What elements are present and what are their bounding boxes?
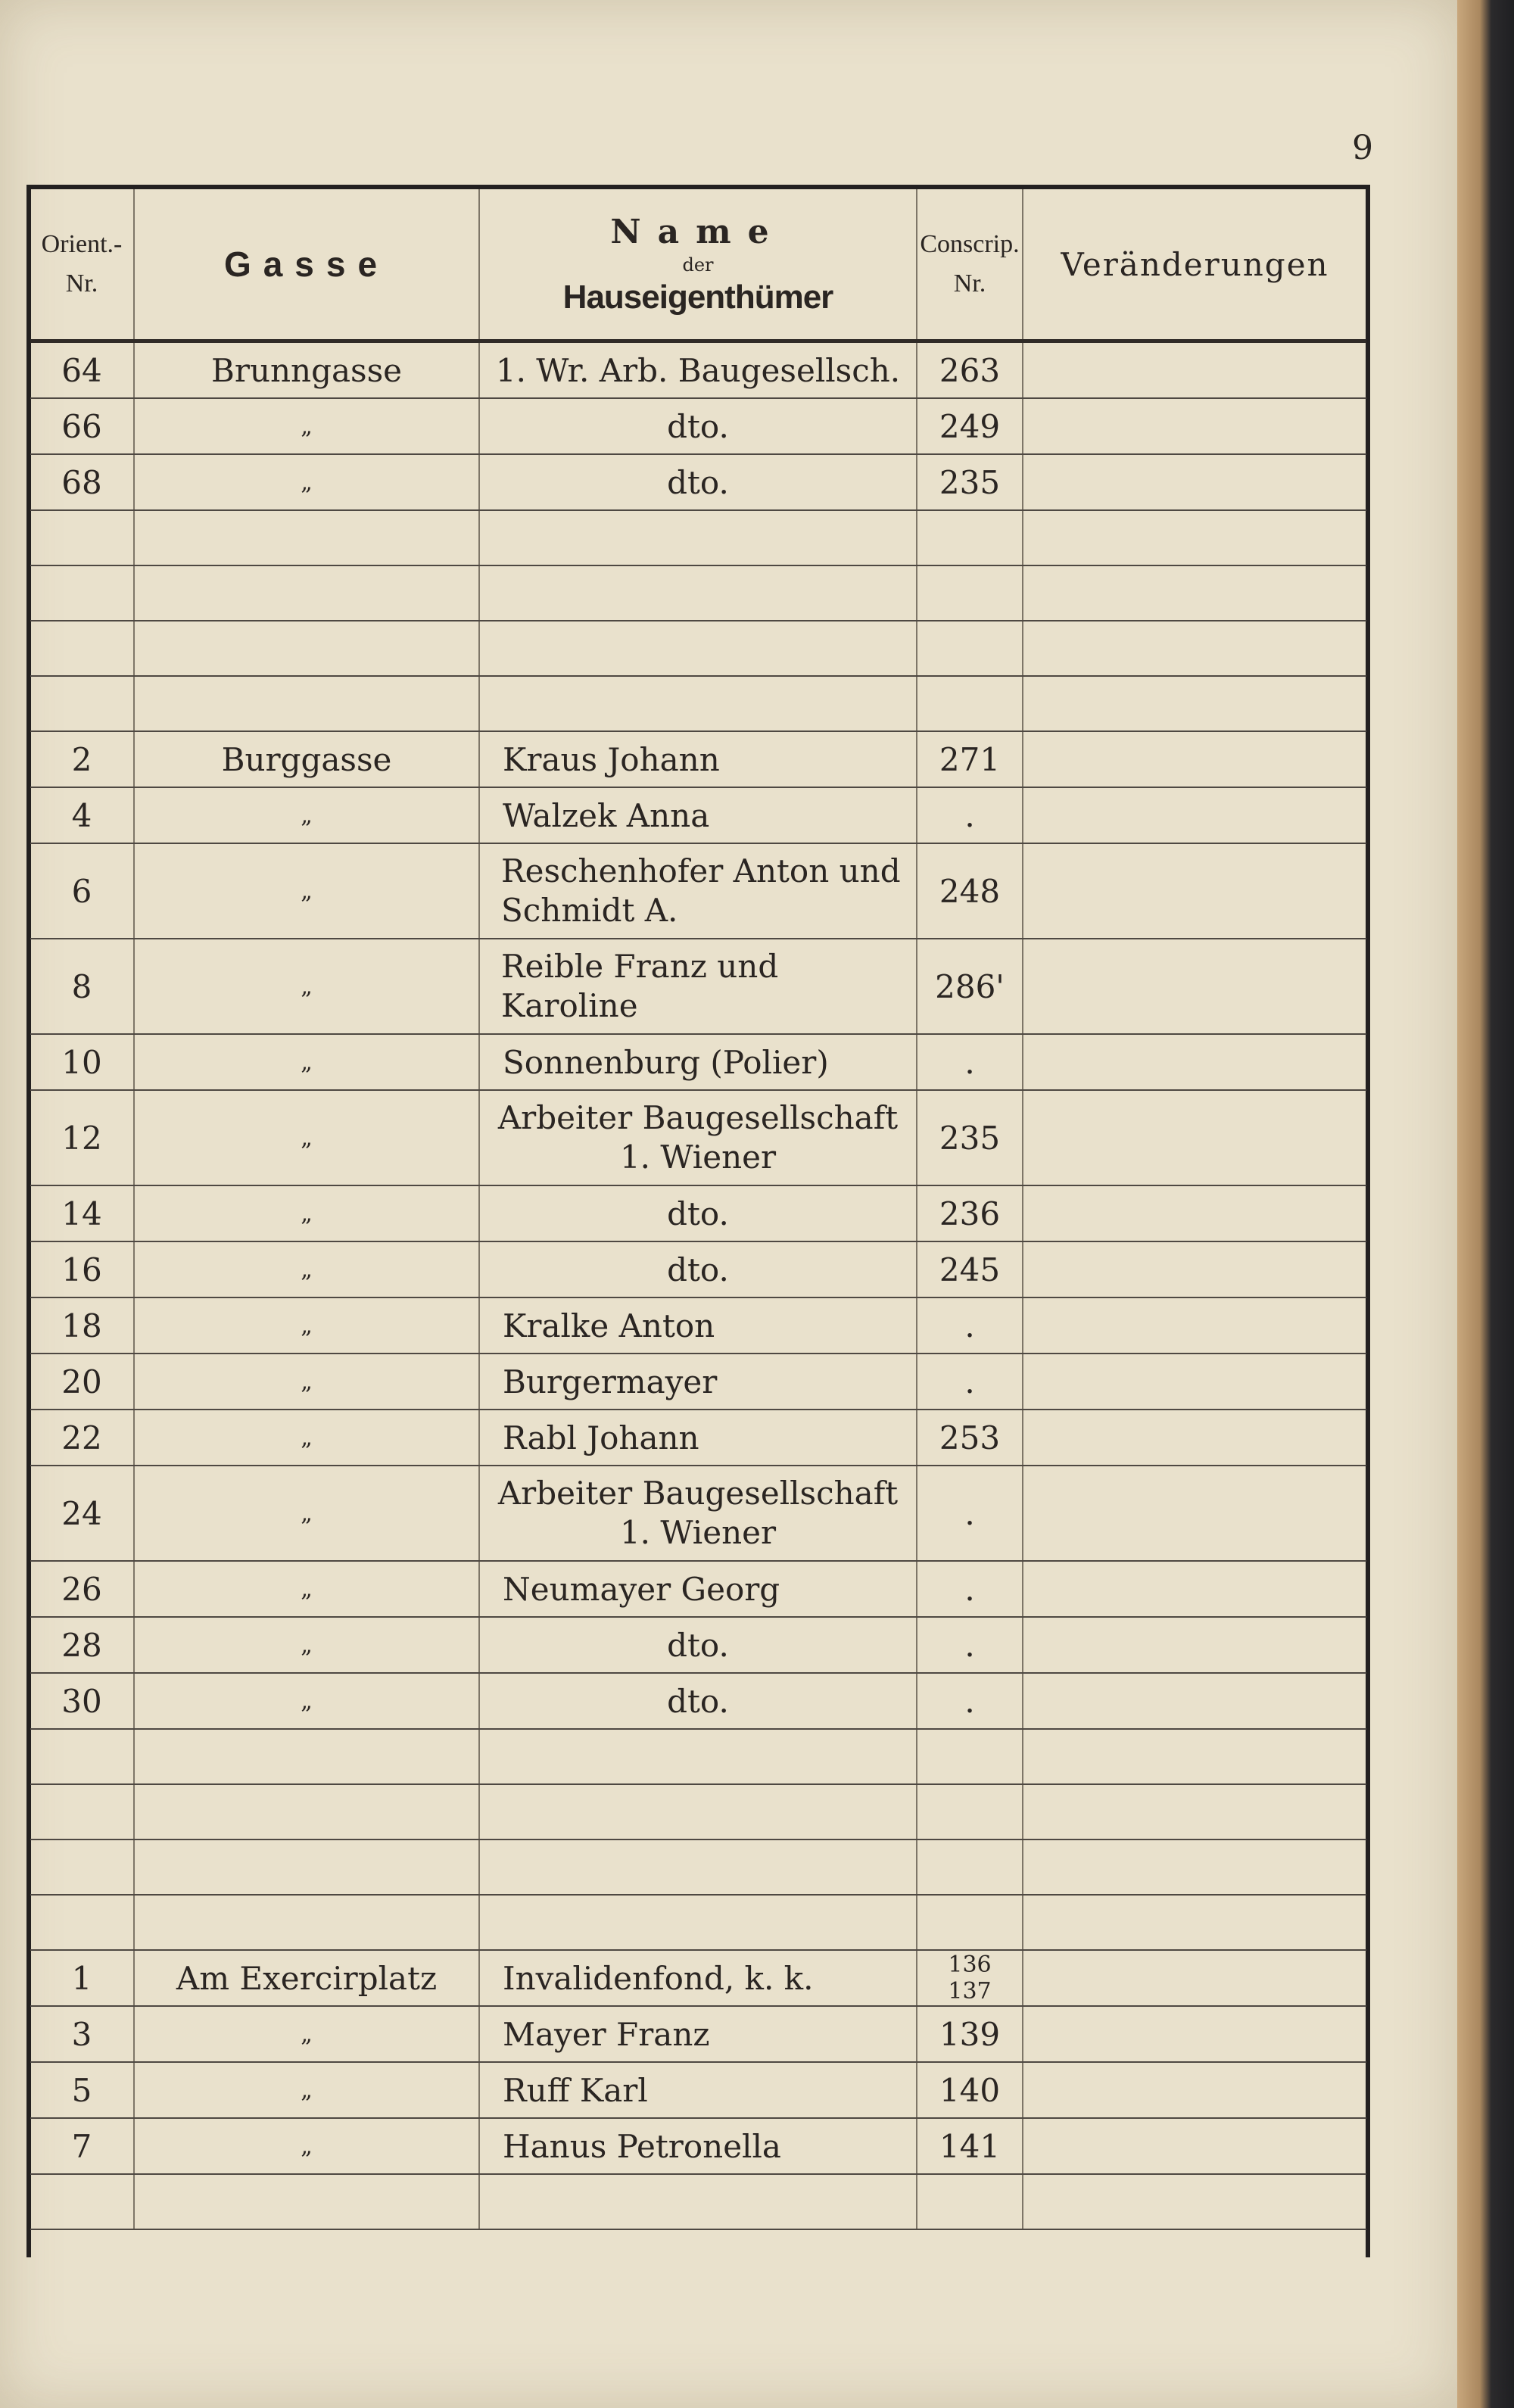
table-row	[30, 2006, 1366, 2062]
empty-row	[30, 676, 1366, 731]
table-row	[30, 731, 1366, 787]
gasse-cell: „	[134, 1617, 479, 1673]
table-row	[30, 341, 1366, 399]
orient-cell: 12	[30, 1090, 134, 1185]
table-row	[30, 1561, 1366, 1617]
conscrip-cell: .	[917, 1673, 1023, 1729]
page-number: 9	[1352, 129, 1373, 167]
name-cell: 1. Wr. Arb. Baugesellsch.	[479, 341, 917, 399]
empty-row	[30, 1839, 1366, 1895]
table-row	[30, 454, 1366, 510]
conscrip-cell: .	[917, 1561, 1023, 1617]
conscrip-cell: 141	[917, 2118, 1023, 2174]
orient-cell: 10	[30, 1034, 134, 1090]
table-row	[30, 1034, 1366, 1090]
gasse-cell: „	[134, 454, 479, 510]
table-row	[30, 1241, 1366, 1297]
gasse-cell: „	[134, 1466, 479, 1561]
gasse-cell: „	[134, 1241, 479, 1297]
orient-cell: 14	[30, 1185, 134, 1241]
changes-cell	[1023, 1617, 1366, 1673]
name-cell: Reible Franz und Karoline	[479, 939, 917, 1034]
conscrip-cell: .	[917, 787, 1023, 843]
gasse-cell: „	[134, 939, 479, 1034]
changes-cell	[1023, 1297, 1366, 1354]
orient-cell: 20	[30, 1354, 134, 1410]
name-cell: Neumayer Georg	[479, 1561, 917, 1617]
changes-cell	[1023, 1241, 1366, 1297]
changes-cell	[1023, 787, 1366, 843]
conscrip-cell: .	[917, 1034, 1023, 1090]
table-row	[30, 1090, 1366, 1185]
name-cell: Arbeiter Baugesellschaft 1. Wiener	[479, 1466, 917, 1561]
name-cell: Kralke Anton	[479, 1297, 917, 1354]
orient-cell: 16	[30, 1241, 134, 1297]
gasse-cell: „	[134, 1034, 479, 1090]
empty-row	[30, 510, 1366, 565]
empty-row	[30, 1729, 1366, 1784]
gasse-cell: „	[134, 1410, 479, 1466]
changes-cell	[1023, 1466, 1366, 1561]
orient-cell: 26	[30, 1561, 134, 1617]
conscrip-cell: 139	[917, 2006, 1023, 2062]
gasse-cell: „	[134, 1673, 479, 1729]
gasse-cell: „	[134, 2118, 479, 2174]
name-cell: Arbeiter Baugesellschaft 1. Wiener	[479, 1090, 917, 1185]
orient-cell: 1	[30, 1950, 134, 2006]
table-row	[30, 398, 1366, 454]
conscrip-cell: 249	[917, 398, 1023, 454]
name-cell: Walzek Anna	[479, 787, 917, 843]
table-row	[30, 1185, 1366, 1241]
table-row	[30, 1466, 1366, 1561]
table-row	[30, 843, 1366, 939]
gasse-cell: „	[134, 2006, 479, 2062]
changes-cell	[1023, 1950, 1366, 2006]
gasse-cell: „	[134, 843, 479, 939]
gasse-cell: „	[134, 398, 479, 454]
orient-cell: 30	[30, 1673, 134, 1729]
table-row	[30, 1617, 1366, 1673]
orient-cell: 28	[30, 1617, 134, 1673]
conscrip-cell: 235	[917, 454, 1023, 510]
changes-cell	[1023, 1354, 1366, 1410]
conscrip-cell: 263	[917, 341, 1023, 399]
table-row	[30, 1354, 1366, 1410]
changes-cell	[1023, 843, 1366, 939]
header-veraenderungen: Veränderungen	[1023, 189, 1366, 341]
changes-cell	[1023, 1561, 1366, 1617]
changes-cell	[1023, 2062, 1366, 2118]
orient-cell: 24	[30, 1466, 134, 1561]
gasse-cell: „	[134, 1354, 479, 1410]
empty-row	[30, 1895, 1366, 1950]
book-binding-edge	[1457, 0, 1514, 2408]
name-cell: Ruff Karl	[479, 2062, 917, 2118]
orient-cell: 4	[30, 787, 134, 843]
gasse-cell: Burggasse	[134, 731, 479, 787]
name-cell: Kraus Johann	[479, 731, 917, 787]
name-cell: dto.	[479, 454, 917, 510]
name-cell: dto.	[479, 398, 917, 454]
orient-cell: 18	[30, 1297, 134, 1354]
name-cell: Hanus Petronella	[479, 2118, 917, 2174]
changes-cell	[1023, 341, 1366, 399]
name-cell: dto.	[479, 1673, 917, 1729]
changes-cell	[1023, 1410, 1366, 1466]
table-row	[30, 1297, 1366, 1354]
name-cell: dto.	[479, 1241, 917, 1297]
table-row	[30, 2118, 1366, 2174]
conscrip-cell: .	[917, 1354, 1023, 1410]
name-cell: Rabl Johann	[479, 1410, 917, 1466]
table-row	[30, 787, 1366, 843]
table-row	[30, 2062, 1366, 2118]
gasse-cell: „	[134, 2062, 479, 2118]
house-owner-table	[30, 189, 1366, 2230]
changes-cell	[1023, 2118, 1366, 2174]
changes-cell	[1023, 1185, 1366, 1241]
conscrip-cell: 235	[917, 1090, 1023, 1185]
conscrip-cell: 245	[917, 1241, 1023, 1297]
gasse-cell: „	[134, 1185, 479, 1241]
conscrip-cell: 271	[917, 731, 1023, 787]
conscrip-cell: .	[917, 1297, 1023, 1354]
changes-cell	[1023, 731, 1366, 787]
conscrip-cell: 140	[917, 2062, 1023, 2118]
header-orient-nr: Orient.- Nr.	[30, 189, 134, 341]
name-cell: Sonnenburg (Polier)	[479, 1034, 917, 1090]
orient-cell: 64	[30, 341, 134, 399]
changes-cell	[1023, 939, 1366, 1034]
orient-cell: 5	[30, 2062, 134, 2118]
name-cell: dto.	[479, 1617, 917, 1673]
conscrip-cell: .	[917, 1617, 1023, 1673]
name-cell: dto.	[479, 1185, 917, 1241]
changes-cell	[1023, 454, 1366, 510]
empty-row	[30, 565, 1366, 621]
changes-cell	[1023, 2006, 1366, 2062]
conscrip-cell: 136 137	[917, 1950, 1023, 2006]
table-row	[30, 1410, 1366, 1466]
name-cell: Reschenhofer Anton und Schmidt A.	[479, 843, 917, 939]
name-cell: Burgermayer	[479, 1354, 917, 1410]
empty-row	[30, 621, 1366, 676]
orient-cell: 8	[30, 939, 134, 1034]
table-row	[30, 939, 1366, 1034]
header-gasse: Gasse	[134, 189, 479, 341]
name-cell: Mayer Franz	[479, 2006, 917, 2062]
table-header-row	[30, 189, 1366, 341]
table-row	[30, 1673, 1366, 1729]
gasse-cell: „	[134, 787, 479, 843]
gasse-cell: Am Exercirplatz	[134, 1950, 479, 2006]
orient-cell: 6	[30, 843, 134, 939]
gasse-cell: „	[134, 1297, 479, 1354]
orient-cell: 7	[30, 2118, 134, 2174]
conscrip-cell: 286'	[917, 939, 1023, 1034]
conscrip-cell: .	[917, 1466, 1023, 1561]
gasse-cell: „	[134, 1090, 479, 1185]
orient-cell: 3	[30, 2006, 134, 2062]
changes-cell	[1023, 1673, 1366, 1729]
gasse-cell: „	[134, 1561, 479, 1617]
orient-cell: 2	[30, 731, 134, 787]
header-name: Name der Hauseigenthümer	[479, 189, 917, 341]
table-row	[30, 1950, 1366, 2006]
conscrip-cell: 253	[917, 1410, 1023, 1466]
changes-cell	[1023, 398, 1366, 454]
header-conscrip-nr: Conscrip. Nr.	[917, 189, 1023, 341]
empty-row	[30, 2174, 1366, 2229]
changes-cell	[1023, 1034, 1366, 1090]
changes-cell	[1023, 1090, 1366, 1185]
gasse-cell: Brunngasse	[134, 341, 479, 399]
orient-cell: 22	[30, 1410, 134, 1466]
conscrip-cell: 248	[917, 843, 1023, 939]
conscrip-cell: 236	[917, 1185, 1023, 1241]
name-cell: Invalidenfond, k. k.	[479, 1950, 917, 2006]
empty-row	[30, 1784, 1366, 1839]
orient-cell: 68	[30, 454, 134, 510]
orient-cell: 66	[30, 398, 134, 454]
